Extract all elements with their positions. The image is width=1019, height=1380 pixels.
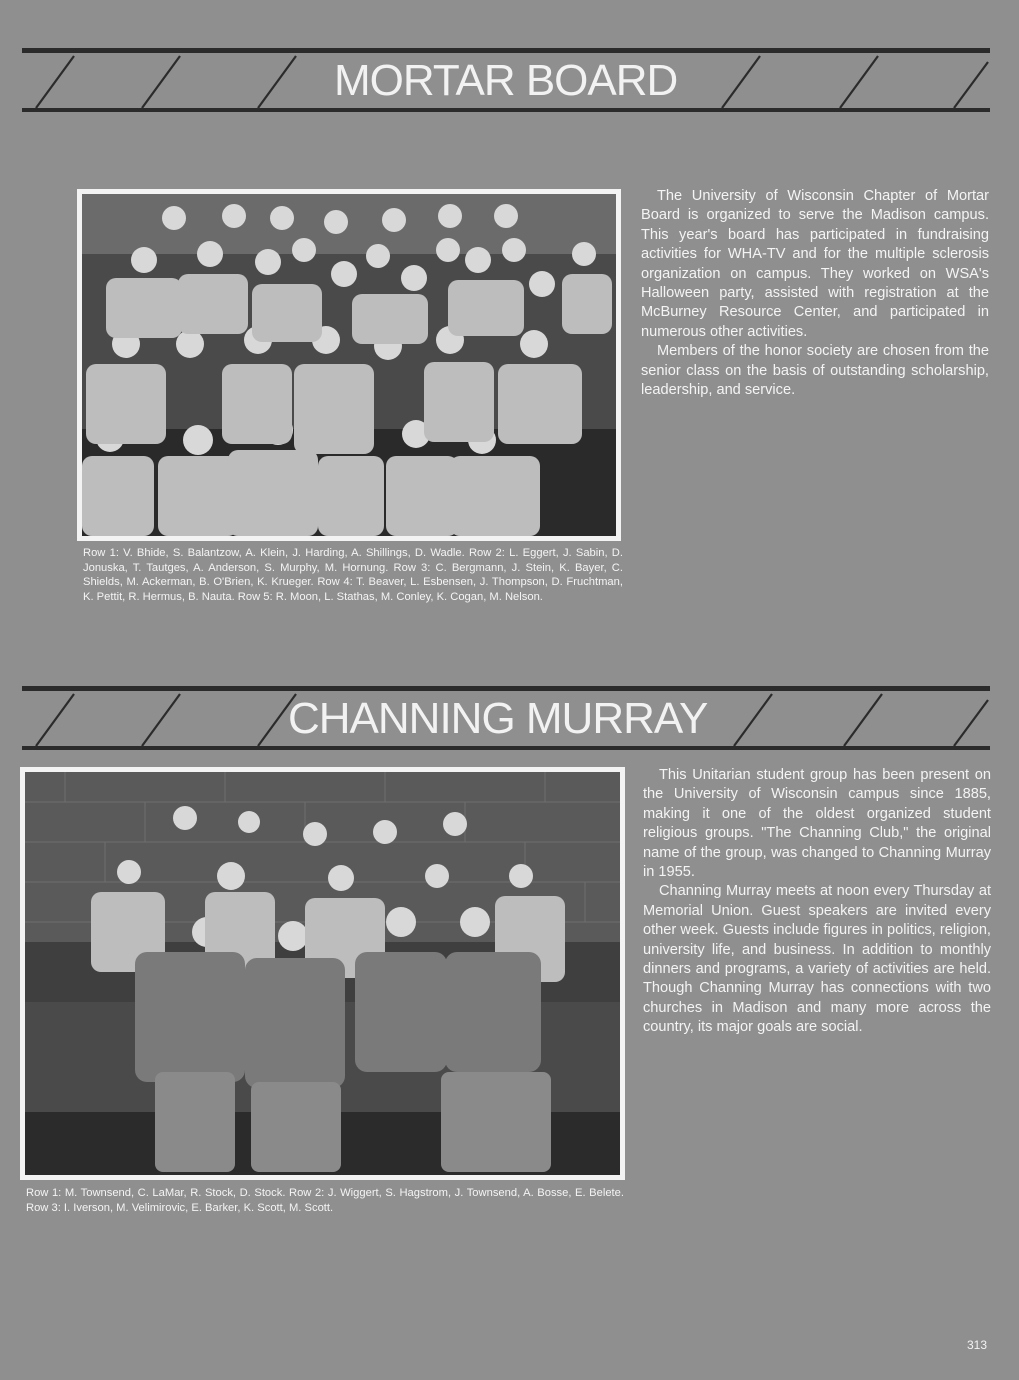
- section-title: MORTAR BOARD: [334, 56, 678, 105]
- channing-murray-banner: [22, 686, 990, 750]
- section-title: CHANNING MURRAY: [288, 694, 708, 743]
- banner-rule-bottom: [22, 746, 990, 750]
- banner-rule-bottom: [22, 108, 990, 112]
- channing-murray-caption: Row 1: M. Townsend, C. LaMar, R. Stock, D. Stock. Row 2: J. Wiggert, S. Hagstrom, J. Townsend, A. Bosse, E. Belete. Row 3: I. Iverson, M. Velimirovic, E. Barker, K. Scott, M. Scott.: [26, 1187, 624, 1214]
- paragraph: Channing Murray meets at noon every Thursday at Memorial Union. Guest speakers are invited every other week. Guests include figures in politics, religion, university life, and business. In addition to monthly dinners and programs, a variety of activities are held. Though Channing Murray has connections with two churches in Madison and many more across the country, its major goals are social.: [643, 883, 991, 1036]
- paragraph: This Unitarian student group has been present on the University of Wisconsin campus since 1885, making it one of the oldest organized student religious groups. "The Channing Club," the original name of the group, was changed to Channing Murray in 1955.: [643, 767, 991, 881]
- mortar-board-caption: Row 1: V. Bhide, S. Balantzow, A. Klein, J. Harding, A. Shillings, D. Wadle. Row 2: L. Eggert, J. Sabin, D. Jonuska, T. Tautges, A. Anderson, S. Murphy, M. Hornung. Row 3: C. Bergmann, J. Stein, K. Bayer, C. Shields, M. Ackerman, B. O'Brien, K. Krueger. Row 4: T. Beaver, L. Esbensen, J. Thompson, D. Fruchtman, K. Pettit, R. Hermus, B. Nauta. Row 5: R. Moon, L. Stathas, M. Conley, K. Cogan, M. Nelson.: [83, 547, 623, 603]
- mortar-board-text: [641, 187, 989, 400]
- page-number: 313: [966, 1338, 987, 1352]
- paragraph: The University of Wisconsin Chapter of Mortar Board is organized to serve the Madison campus. This year's board has participated in fundraising activities for WHA-TV and for the multiple sclerosis organization on campus. They worked on WSA's Halloween party, assisted with registration at the McBurney Resource Center, and participated in numerous other activities.: [641, 188, 989, 340]
- mortar-board-group-photo: [77, 189, 621, 541]
- paragraph: Members of the honor society are chosen from the senior class on the basis of outstanding scholarship, leadership, and service.: [641, 343, 989, 399]
- mortar-board-banner: [22, 48, 990, 112]
- channing-murray-text: [643, 766, 991, 1038]
- channing-murray-group-photo: [20, 767, 625, 1180]
